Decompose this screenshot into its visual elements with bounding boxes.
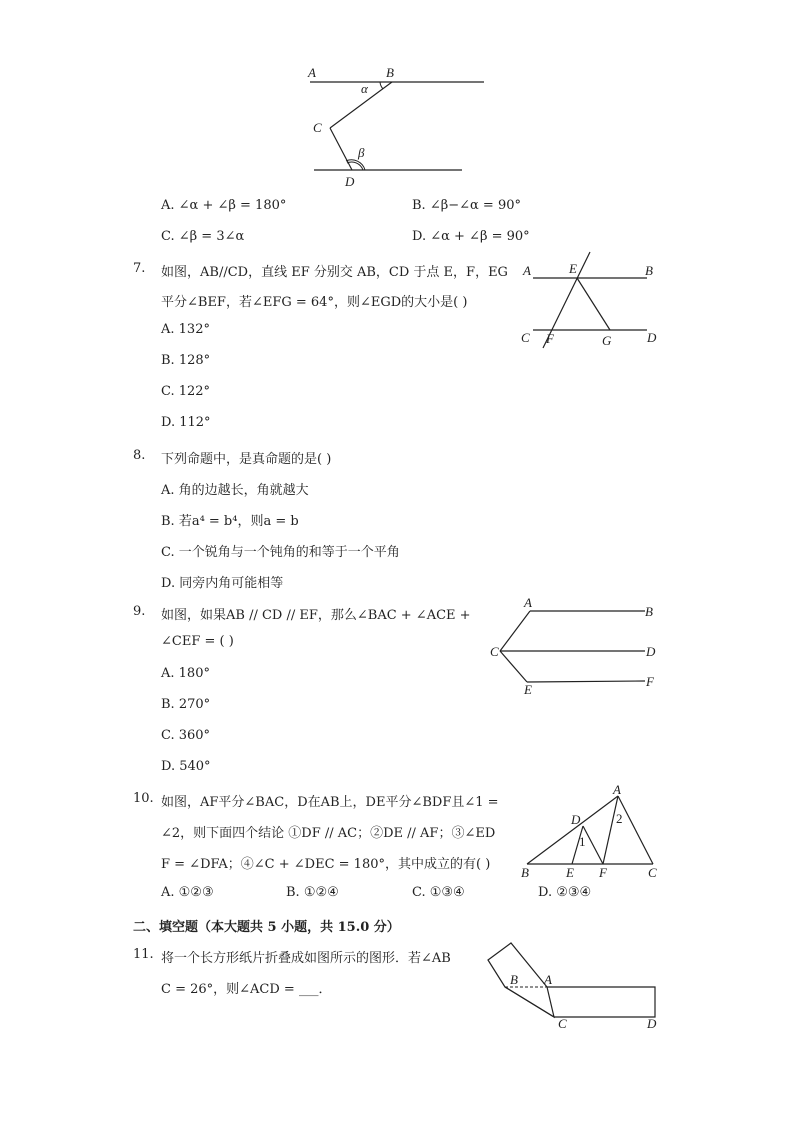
q11-number: 11. [133, 947, 154, 962]
q8-option-b: B. 若a⁴ = b⁴，则a = b [161, 514, 299, 529]
fig7-label-g: G [602, 333, 612, 348]
fig11-label-d: D [647, 1016, 657, 1031]
fig6-label-d: D [345, 174, 355, 189]
q9-figure [485, 594, 665, 698]
fig7-label-f: F [546, 331, 554, 346]
fig10-label-c: C [648, 865, 657, 880]
q8-option-a: A. 角的边越长，角就越大 [161, 483, 309, 498]
q6-option-a: A. ∠α + ∠β = 180° [161, 198, 287, 213]
fig10-label-e: E [566, 865, 574, 880]
q7-option-b: B. 128° [161, 353, 211, 368]
q10-stem-line3: F = ∠DFA；④∠C + ∠DEC = 180°，其中成立的有( ) [161, 857, 491, 872]
q7-option-a: A. 132° [161, 322, 210, 337]
q9-option-d: D. 540° [161, 759, 211, 774]
q7-stem-line2: 平分∠BEF，若∠EFG = 64°，则∠EGD的大小是( ) [161, 295, 468, 310]
fig7-label-c: C [521, 330, 530, 345]
q6-option-b: B. ∠β−∠α = 90° [412, 198, 521, 213]
fig9-label-c: C [490, 644, 499, 659]
q11-stem-line2: C = 26°，则∠ACD = ___． [161, 982, 332, 997]
fig10-label-a: A [613, 782, 621, 797]
fig9-label-d: D [646, 644, 656, 659]
q10-figure [515, 782, 665, 880]
q8-stem: 下列命题中，是真命题的是( ) [161, 452, 332, 467]
fig7-label-b: B [645, 263, 653, 278]
q8-number: 8. [133, 448, 146, 463]
fig9-label-f: F [646, 674, 654, 689]
fig7-label-e: E [569, 261, 577, 276]
fig10-label-2: 2 [616, 811, 623, 826]
section-2-title: 二、填空题（本大题共 5 小题，共 15.0 分） [133, 920, 400, 935]
fig11-label-c: C [558, 1016, 567, 1031]
fig6-label-b: B [386, 65, 394, 80]
fig10-label-d: D [571, 812, 581, 827]
q7-option-d: D. 112° [161, 415, 211, 430]
q7-option-c: C. 122° [161, 384, 211, 399]
q10-option-a: A. ①②③ [161, 885, 214, 900]
q7-number: 7. [133, 261, 146, 276]
q10-stem-line1: 如图，AF平分∠BAC，D在AB上，DE平分∠BDF且∠1 = [161, 795, 499, 810]
fig6-label-beta: β [358, 145, 365, 160]
q10-option-c: C. ①③④ [412, 885, 465, 900]
fig7-label-a: A [523, 263, 531, 278]
fig10-label-1: 1 [579, 834, 586, 849]
fig11-label-a: A [544, 972, 552, 987]
q10-option-d: D. ②③④ [538, 885, 592, 900]
q8-option-d: D. 同旁内角可能相等 [161, 576, 284, 591]
q9-stem-line2: ∠CEF = ( ) [161, 634, 234, 649]
q9-number: 9. [133, 604, 146, 619]
q10-number: 10. [133, 791, 154, 806]
q11-stem-line1: 将一个长方形纸片折叠成如图所示的图形．若∠AB [161, 951, 451, 966]
fig6-label-alpha: α [361, 81, 368, 96]
q9-option-b: B. 270° [161, 697, 211, 712]
fig6-label-a: A [308, 65, 316, 80]
fig9-label-a: A [524, 595, 532, 610]
q8-option-c: C. 一个锐角与一个钝角的和等于一个平角 [161, 545, 400, 560]
fig11-label-b: B [510, 972, 518, 987]
q7-figure [515, 250, 665, 350]
q11-figure [483, 938, 668, 1034]
q7-stem-line1: 如图，AB//CD，直线 EF 分别交 AB，CD 于点 E，F，EG [161, 265, 508, 280]
fig10-label-f: F [599, 865, 607, 880]
q9-stem-line1: 如图，如果AB // CD // EF，那么∠BAC + ∠ACE + [161, 608, 471, 623]
q9-option-a: A. 180° [161, 666, 210, 681]
q10-stem-line2: ∠2，则下面四个结论 ①DF // AC；②DE // AF；③∠ED [161, 826, 496, 841]
fig9-label-b: B [645, 604, 653, 619]
q6-figure [300, 62, 500, 192]
fig6-label-c: C [313, 120, 322, 135]
fig7-label-d: D [647, 330, 657, 345]
q6-option-c: C. ∠β = 3∠α [161, 229, 245, 244]
q6-option-d: D. ∠α + ∠β = 90° [412, 229, 530, 244]
q10-option-b: B. ①②④ [286, 885, 339, 900]
fig10-label-b: B [521, 865, 529, 880]
fig9-label-e: E [524, 682, 532, 697]
q9-option-c: C. 360° [161, 728, 211, 743]
